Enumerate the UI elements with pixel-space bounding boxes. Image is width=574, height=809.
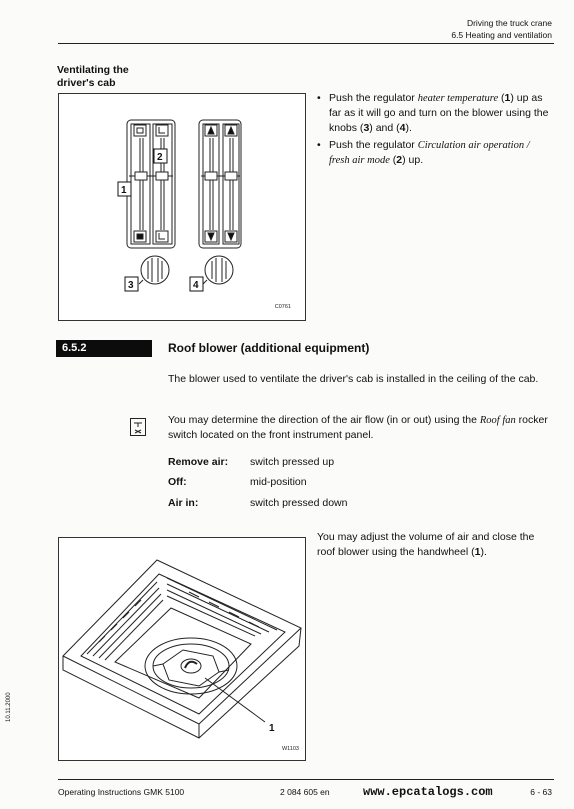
section-number: 6.5.2 — [56, 340, 152, 357]
footer-rule — [58, 779, 554, 780]
off-value: mid-position — [250, 476, 307, 488]
footer-doc-number: 2 084 605 en — [280, 787, 330, 797]
header-chapter: Driving the truck crane — [466, 18, 552, 28]
figure-code-c0761: C0761 — [274, 304, 291, 310]
air-in-value: switch pressed down — [250, 497, 348, 509]
adjust-paragraph: You may adjust the volume of air and close the roof blower using the handwheel (1). — [317, 531, 535, 558]
callout-2: 2 — [157, 152, 163, 163]
side-date: 10.11.2000 — [6, 692, 12, 722]
remove-air-label: Remove air: — [168, 456, 229, 468]
note-icon — [130, 416, 146, 436]
remove-air-value: switch pressed up — [250, 456, 335, 468]
footer-manual: Operating Instructions GMK 5100 — [58, 787, 185, 797]
roof-blower-figure — [58, 537, 306, 761]
ventilating-instructions — [316, 91, 552, 170]
section-intro: The blower used to ventilate the driver's cab is installed in the ceiling of the cab. — [168, 373, 539, 385]
control-panel-figure — [58, 93, 306, 321]
callout-3: 3 — [128, 280, 134, 291]
ventilating-heading-line1: Ventilating the — [57, 64, 129, 76]
air-in-label: Air in: — [168, 497, 199, 509]
control-panel-diagram — [59, 94, 305, 320]
figure-code-w1103: W1103 — [281, 746, 299, 752]
footer-watermark: www.epcatalogs.com — [363, 785, 493, 799]
note-paragraph: You may determine the direction of the air flow (in or out) using the Roof fan rocker switch located on the front instrument panel. — [168, 414, 548, 441]
bullet-circulation-air: • Push the regulator Circulation air operation / fresh air mode (2) up. — [316, 138, 552, 168]
roof-blower-diagram — [59, 538, 305, 760]
section-title: Roof blower (additional equipment) — [168, 341, 370, 355]
roof-callout-1: 1 — [269, 723, 275, 734]
off-label: Off: — [168, 476, 187, 488]
callout-1: 1 — [121, 185, 127, 196]
bullet-heater-temperature: • Push the regulator heater temperature (1) up as far as it will go and turn on the blower using the knobs (3) and (4). — [316, 91, 552, 136]
callout-4: 4 — [193, 280, 199, 291]
fan-switch-icon — [130, 416, 146, 436]
footer-page-number: 6 - 63 — [530, 787, 552, 797]
header-rule — [58, 43, 554, 44]
ventilating-heading-line2: driver's cab — [57, 77, 116, 89]
ventilating-heading — [57, 64, 167, 90]
header-section: 6.5 Heating and ventilation — [451, 30, 552, 40]
